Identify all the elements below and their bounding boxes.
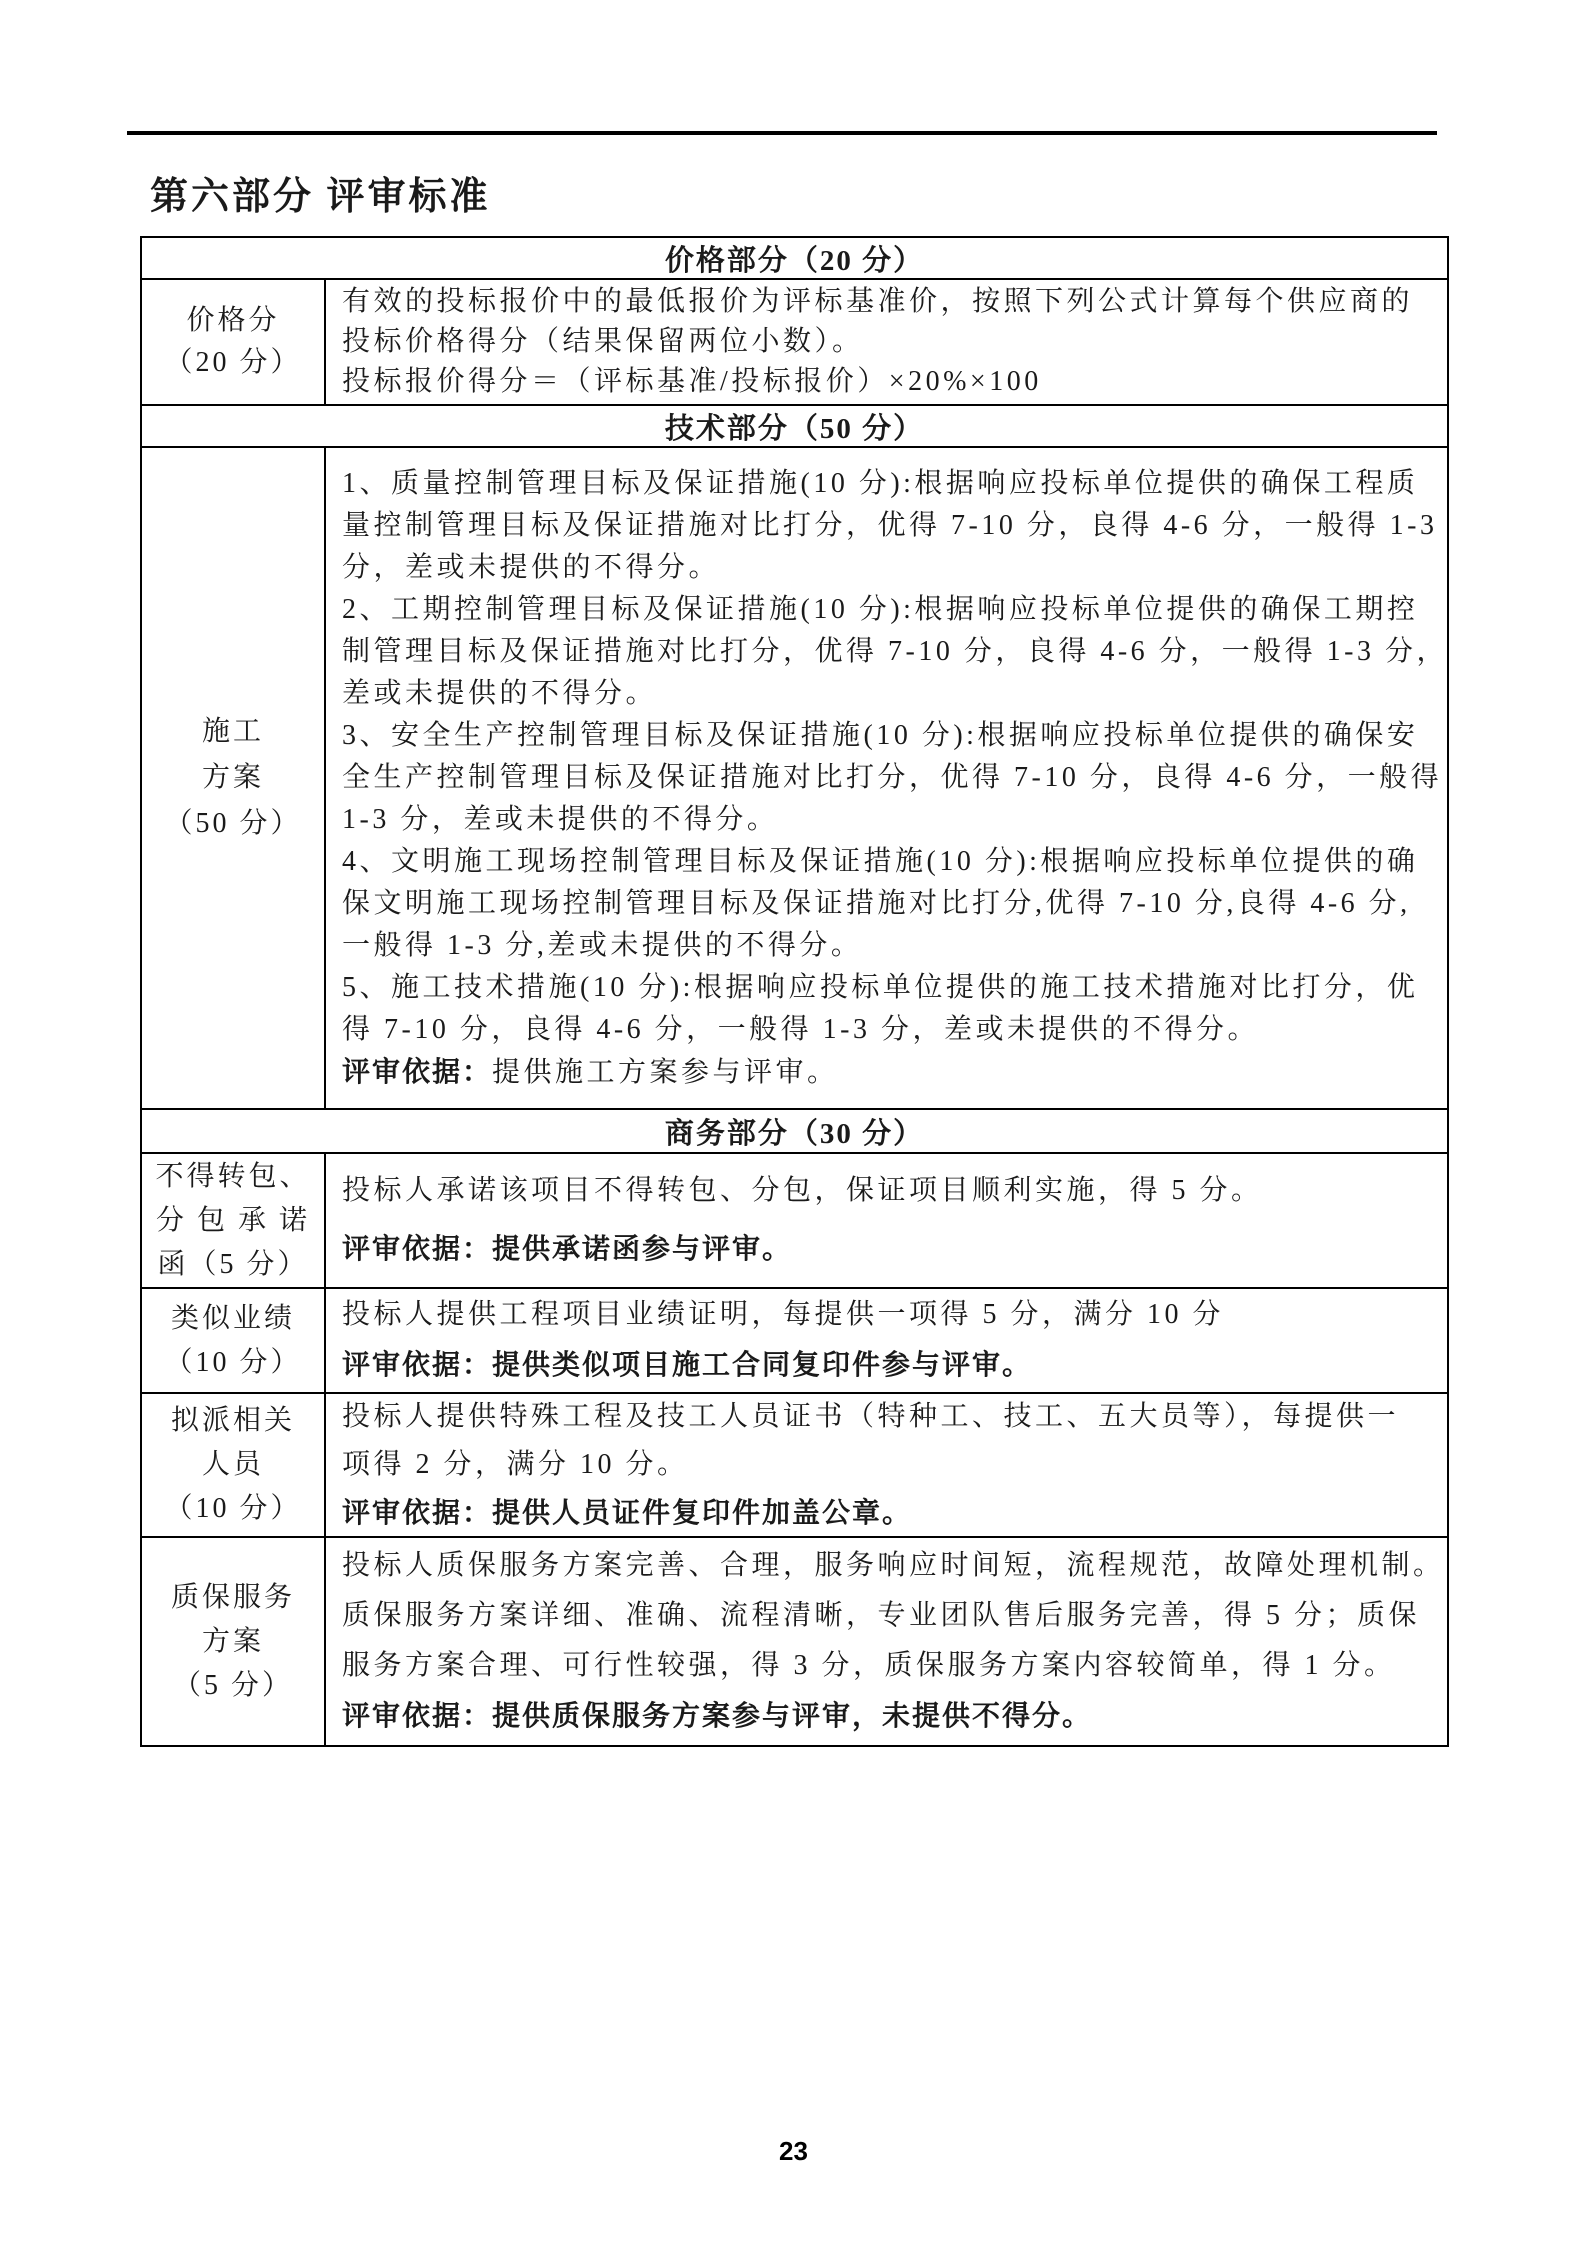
eval-basis-text: 提供人员证件复印件加盖公章。 — [492, 1496, 913, 1528]
eval-basis-text: 提供施工方案参与评审。 — [492, 1056, 839, 1088]
criterion-content-construction-plan — [326, 448, 1447, 1108]
page-number: 23 — [779, 2136, 808, 2166]
section-header-price-label: 价格部分（20 分） — [664, 244, 925, 277]
eval-basis-line — [342, 1051, 1435, 1094]
criterion-content-no-subcontract — [326, 1154, 1447, 1287]
section-header-tech — [142, 404, 1447, 446]
criterion-label-proposed-personnel: 拟派相关 人员 （10 分） — [142, 1394, 326, 1536]
eval-basis-text: 提供质保服务方案参与评审，未提供不得分。 — [492, 1700, 1093, 1731]
criterion-content-similar-performance — [326, 1289, 1447, 1392]
criterion-text: 投标人提供特殊工程及技工人员证书（特种工、技工、五大员等），每提供一 项得 2 分，满分 10 分。 — [342, 1400, 1400, 1480]
criterion-content-price: 有效的投标报价中的最低报价为评标基准价，按照下列公式计算每个供应商的 投标价格得分（结果保留两位小数）。 投标报价得分＝（评标基准/投标报价）×20%×100 — [342, 286, 1414, 397]
criterion-label-similar-performance: 类似业绩 （10 分） — [142, 1289, 326, 1392]
criterion-row-no-subcontract — [142, 1152, 1447, 1287]
criterion-label-price: 价格分 （20 分） — [142, 280, 326, 404]
eval-basis-line — [342, 1340, 1435, 1391]
criterion-row-construction-plan — [142, 446, 1447, 1108]
criterion-text: 1、质量控制管理目标及保证措施(10 分):根据响应投标单位提供的确保工程质 量控制管理目标及保证措施对比打分，优得 7-10 分，良得 4-6 分，一般得 1-3 分，差或未提供的不得分。 2、工期控制管理目标及保证措施(10 分):根据响应投标单位提供的确保工期控 制管理目标及保证措施对比打分，优得 7-10 分，良得 4-6 分，一般得 1-3 分， 差或未提供的不得分。 3、安全生产控制管理目标及保证措施(10 分):根据响应投标单位提供的确保安 全生产控制管理目标及保证措施对比打分，优得 7-10 分，良得 4-6 分，一般得 1-3 分，差或未提供的不得分。 4、文明施工现场控制管理目标及保证措施(10 分):根据响应投标单位提供的确 保文明施工现场控制管理目标及保证措施对比打分,优得 7-10 分,良得 4-6 分, 一般得 1-3 分,差或未提供的不得分。 5、施工技术措施(10 分):根据响应投标单位提供的施工技术措施对比打分，优 得 7-10 分，良得 4-6 分，一般得 1-3 分，差或未提供的不得分。 — [342, 467, 1448, 1045]
criterion-label-construction-plan: 施工 方案 （50 分） — [142, 448, 326, 1108]
eval-basis-prefix: 评审依据： — [342, 1233, 493, 1264]
eval-basis-prefix: 评审依据： — [342, 1055, 493, 1087]
criterion-label-warranty-service: 质保服务 方案 （5 分） — [142, 1538, 326, 1745]
section-header-tech-label: 技术部分（50 分） — [664, 412, 925, 445]
eval-basis-prefix: 评审依据： — [342, 1496, 493, 1528]
eval-basis-line — [342, 1489, 1435, 1538]
section-header-price — [142, 238, 1447, 278]
section-header-business — [142, 1108, 1447, 1152]
criterion-row-proposed-personnel — [142, 1392, 1447, 1536]
criterion-label-no-subcontract: 不得转包、 分 包 承 诺 函（5 分） — [142, 1154, 326, 1287]
eval-basis-line — [342, 1220, 1435, 1279]
criterion-content-warranty-service — [326, 1538, 1447, 1745]
page-title: 第六部分 评审标准 — [150, 176, 491, 218]
evaluation-table — [140, 236, 1449, 1747]
criterion-text: 投标人承诺该项目不得转包、分包，保证项目顺利实施，得 5 分。 — [342, 1175, 1263, 1206]
eval-basis-prefix: 评审依据： — [342, 1349, 493, 1380]
eval-basis-text: 提供类似项目施工合同复印件参与评审。 — [492, 1349, 1033, 1380]
criterion-row-similar-performance — [142, 1287, 1447, 1392]
criterion-text: 投标人提供工程项目业绩证明，每提供一项得 5 分，满分 10 分 — [342, 1299, 1225, 1330]
header-rule — [127, 131, 1437, 135]
criterion-row-warranty-service — [142, 1536, 1447, 1745]
eval-basis-prefix: 评审依据： — [342, 1700, 493, 1731]
criterion-text: 投标人质保服务方案完善、合理，服务响应时间短，流程规范，故障处理机制。 质保服务方案详细、准确、流程清晰，专业团队售后服务完善，得 5 分；质保 服务方案合理、可行性较强，得 3 分，质保服务方案内容较简单，得 1 分。 — [342, 1550, 1445, 1681]
eval-basis-text: 提供承诺函参与评审。 — [492, 1233, 793, 1264]
section-header-business-label: 商务部分（30 分） — [664, 1117, 925, 1150]
eval-basis-line — [342, 1691, 1435, 1742]
criterion-row-price — [142, 278, 1447, 404]
criterion-content-proposed-personnel — [326, 1394, 1447, 1536]
